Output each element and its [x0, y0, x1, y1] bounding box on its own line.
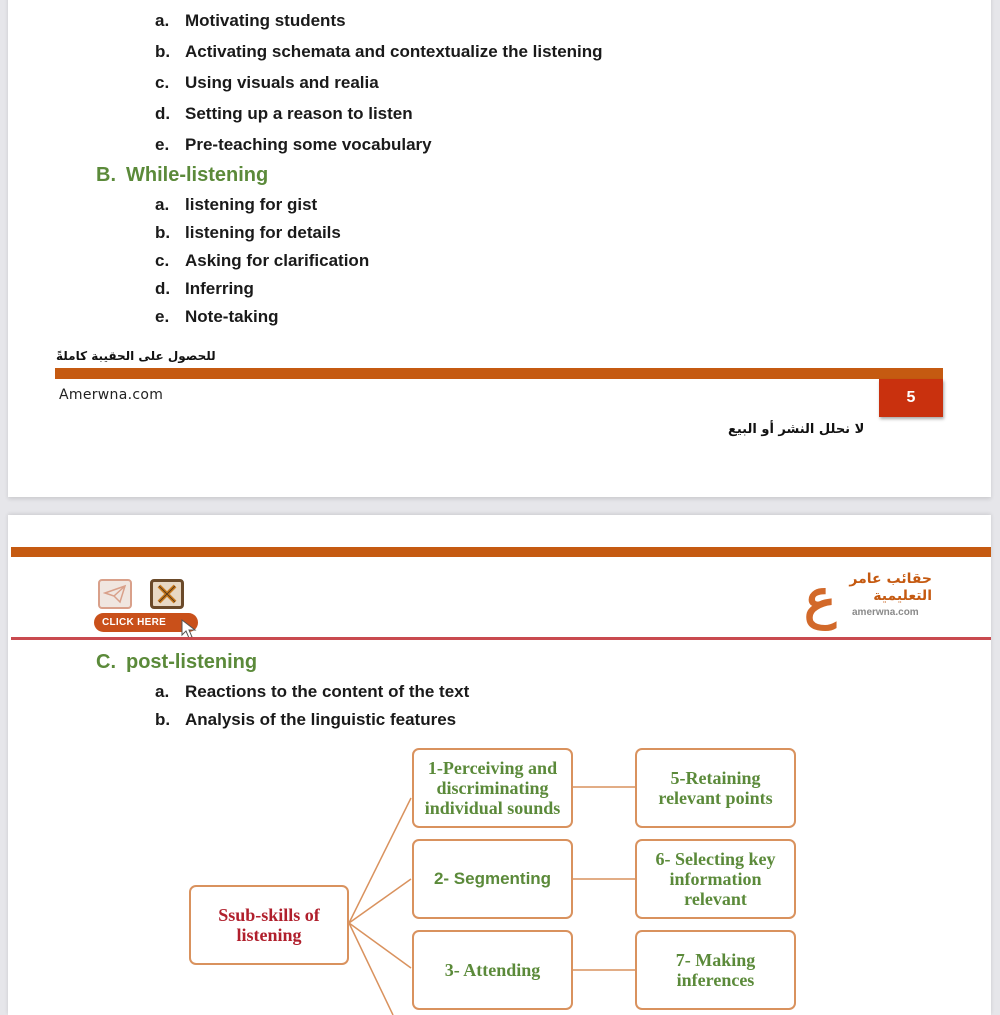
list-item	[155, 135, 432, 155]
item-letter: a.	[155, 11, 170, 30]
item-text: listening for gist	[185, 195, 318, 214]
connector-root-node3	[349, 923, 411, 968]
diagram-node-1: 1-Perceiving and discriminating individual sounds	[412, 748, 573, 828]
item-text: Reactions to the content of the text	[185, 682, 470, 701]
heading-letter: C.	[96, 651, 116, 673]
item-text: Using visuals and realia	[185, 73, 379, 92]
list-item	[155, 279, 254, 299]
diagram-node-7: 7- Making inferences	[635, 930, 796, 1010]
heading-letter: B.	[96, 164, 116, 186]
item-letter: b.	[155, 42, 171, 61]
item-letter: c.	[155, 251, 170, 270]
item-letter: b.	[155, 223, 171, 242]
footer-orange-bar	[55, 368, 943, 379]
item-letter: a.	[155, 682, 170, 701]
document-page-6	[8, 515, 991, 1015]
item-text: Analysis of the linguistic features	[185, 710, 457, 729]
list-item	[155, 11, 346, 31]
item-text: Asking for clarification	[185, 251, 370, 270]
diagram-node-5: 5-Retaining relevant points	[635, 748, 796, 828]
connector-root-node1	[349, 798, 411, 923]
diagram-node-6: 6- Selecting key information relevant	[635, 839, 796, 919]
list-item	[155, 195, 317, 215]
list-item	[155, 73, 379, 93]
logo-line1: حقائب عامر	[849, 571, 932, 587]
section-heading-while-listening	[96, 164, 268, 187]
page-number-badge: 5	[879, 379, 943, 417]
list-item	[155, 307, 279, 327]
footer-site-link[interactable]: Amerwna.com	[59, 387, 164, 403]
get-full-bundle-link[interactable]: للحصول على الحقيبة كاملةً	[56, 349, 216, 363]
item-letter: d.	[155, 279, 171, 298]
connector-root-node4	[349, 923, 393, 1015]
document-page-5	[8, 0, 991, 497]
item-text: listening for details	[185, 223, 341, 242]
item-letter: d.	[155, 104, 171, 123]
item-letter: e.	[155, 307, 170, 326]
item-letter: c.	[155, 73, 170, 92]
connector-root-node2	[349, 879, 411, 923]
item-text: Pre-teaching some vocabulary	[185, 135, 432, 154]
item-letter: e.	[155, 135, 170, 154]
item-text: Setting up a reason to listen	[185, 104, 413, 123]
logo-line2: التعليمية	[873, 588, 932, 604]
item-letter: b.	[155, 710, 171, 729]
logo-site: amerwna.com	[852, 607, 919, 618]
click-here-label: CLICK HERE	[102, 617, 167, 628]
item-text: Motivating students	[185, 11, 346, 30]
heading-title: While-listening	[126, 164, 269, 186]
item-letter: a.	[155, 195, 170, 214]
no-sale-notice: لا نحلل النشر أو البيع	[728, 422, 865, 437]
item-text: Note-taking	[185, 307, 279, 326]
item-text: Activating schemata and contextualize the listening	[185, 42, 603, 61]
diagram-node-3: 3- Attending	[412, 930, 573, 1010]
item-text: Inferring	[185, 279, 254, 298]
diagram-root-node: Ssub-skills of listening	[189, 885, 349, 965]
list-item	[155, 104, 413, 124]
list-item	[155, 42, 603, 62]
heading-title: post-listening	[126, 651, 258, 673]
list-item	[155, 251, 369, 271]
logo-ain-icon: ع	[804, 566, 837, 630]
diagram-node-2: 2- Segmenting	[412, 839, 573, 919]
list-item	[155, 223, 341, 243]
